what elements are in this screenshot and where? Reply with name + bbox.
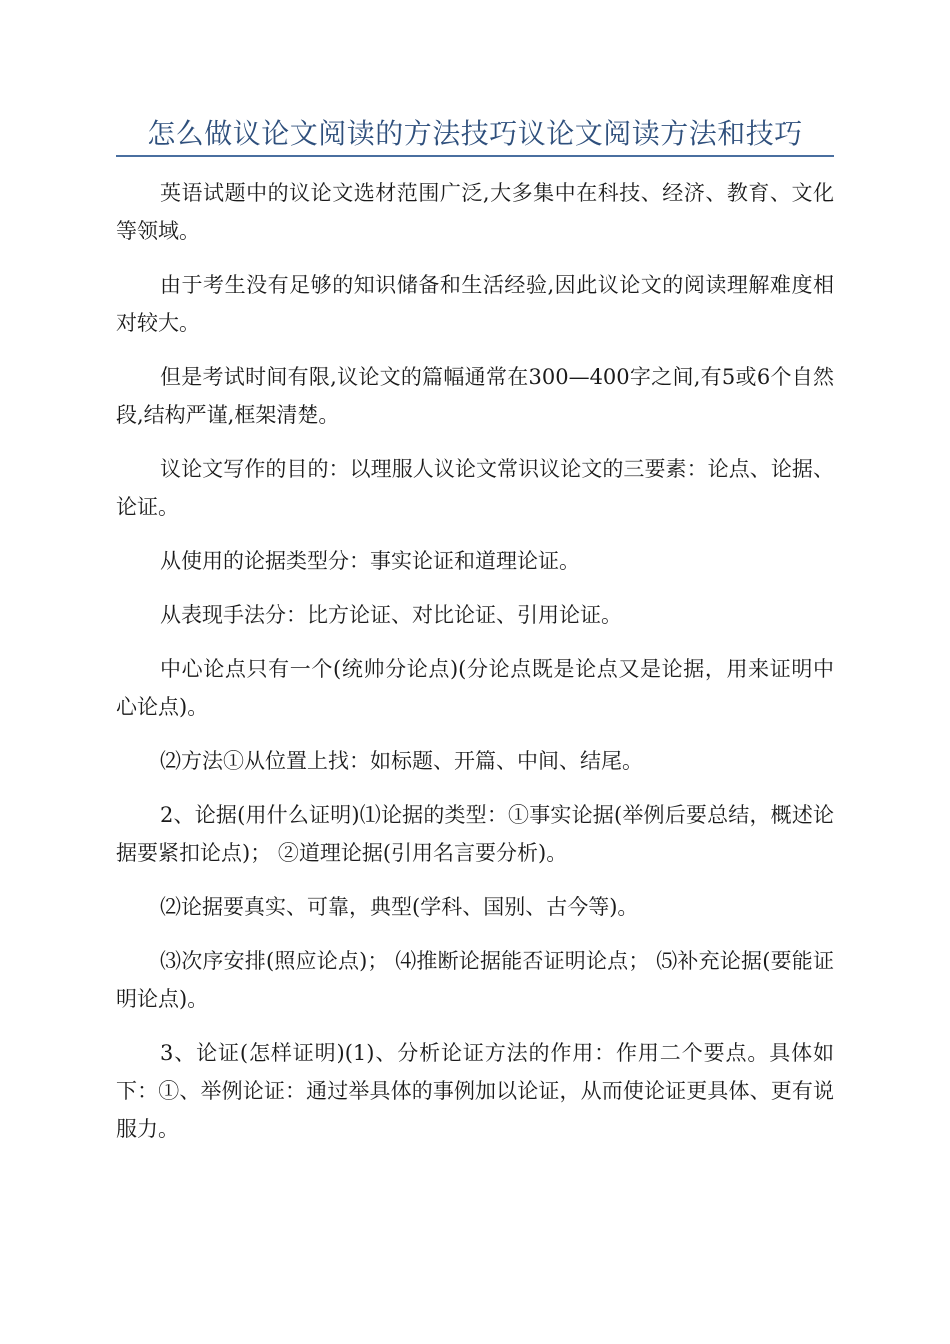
paragraph: 议论文写作的目的：以理服人议论文常识议论文的三要素：论点、论据、论证。 — [116, 457, 834, 519]
document-body — [116, 174, 834, 1164]
paragraph: 英语试题中的议论文选材范围广泛,大多集中在科技、经济、教育、文化等领域。 — [116, 181, 834, 243]
paragraph: ⑵方法①从位置上找：如标题、开篇、中间、结尾。 — [160, 749, 643, 773]
paragraph: 2、论据(用什么证明)⑴论据的类型：①事实论据(举例后要总结，概述论据要紧扣论点)； ②道理论据(引用名言要分析)。 — [116, 803, 834, 865]
paragraph: 从表现手法分：比方论证、对比论证、引用论证。 — [160, 603, 622, 627]
paragraph: ⑵论据要真实、可靠，典型(学科、国别、古今等)。 — [160, 895, 639, 919]
paragraph: 中心论点只有一个(统帅分论点)(分论点既是论点又是论据，用来证明中心论点)。 — [116, 657, 834, 719]
title-underline — [116, 155, 834, 157]
paragraph: ⑶次序安排(照应论点)； ⑷推断论据能否证明论点； ⑸补充论据(要能证明论点)。 — [116, 949, 834, 1011]
paragraph: 但是考试时间有限,议论文的篇幅通常在300—400字之间,有5或6个自然段,结构严谨,框架清楚。 — [116, 365, 834, 427]
document-title: 怎么做议论文阅读的方法技巧议论文阅读方法和技巧 — [147, 117, 803, 150]
paragraph: 由于考生没有足够的知识储备和生活经验,因此议论文的阅读理解难度相对较大。 — [116, 273, 834, 335]
paragraph: 从使用的论据类型分：事实论证和道理论证。 — [160, 549, 580, 573]
paragraph: 3、论证(怎样证明)(1)、分析论证方法的作用：作用二个要点。具体如下：①、举例论证：通过举具体的事例加以论证，从而使论证更具体、更有说服力。 — [116, 1041, 834, 1141]
